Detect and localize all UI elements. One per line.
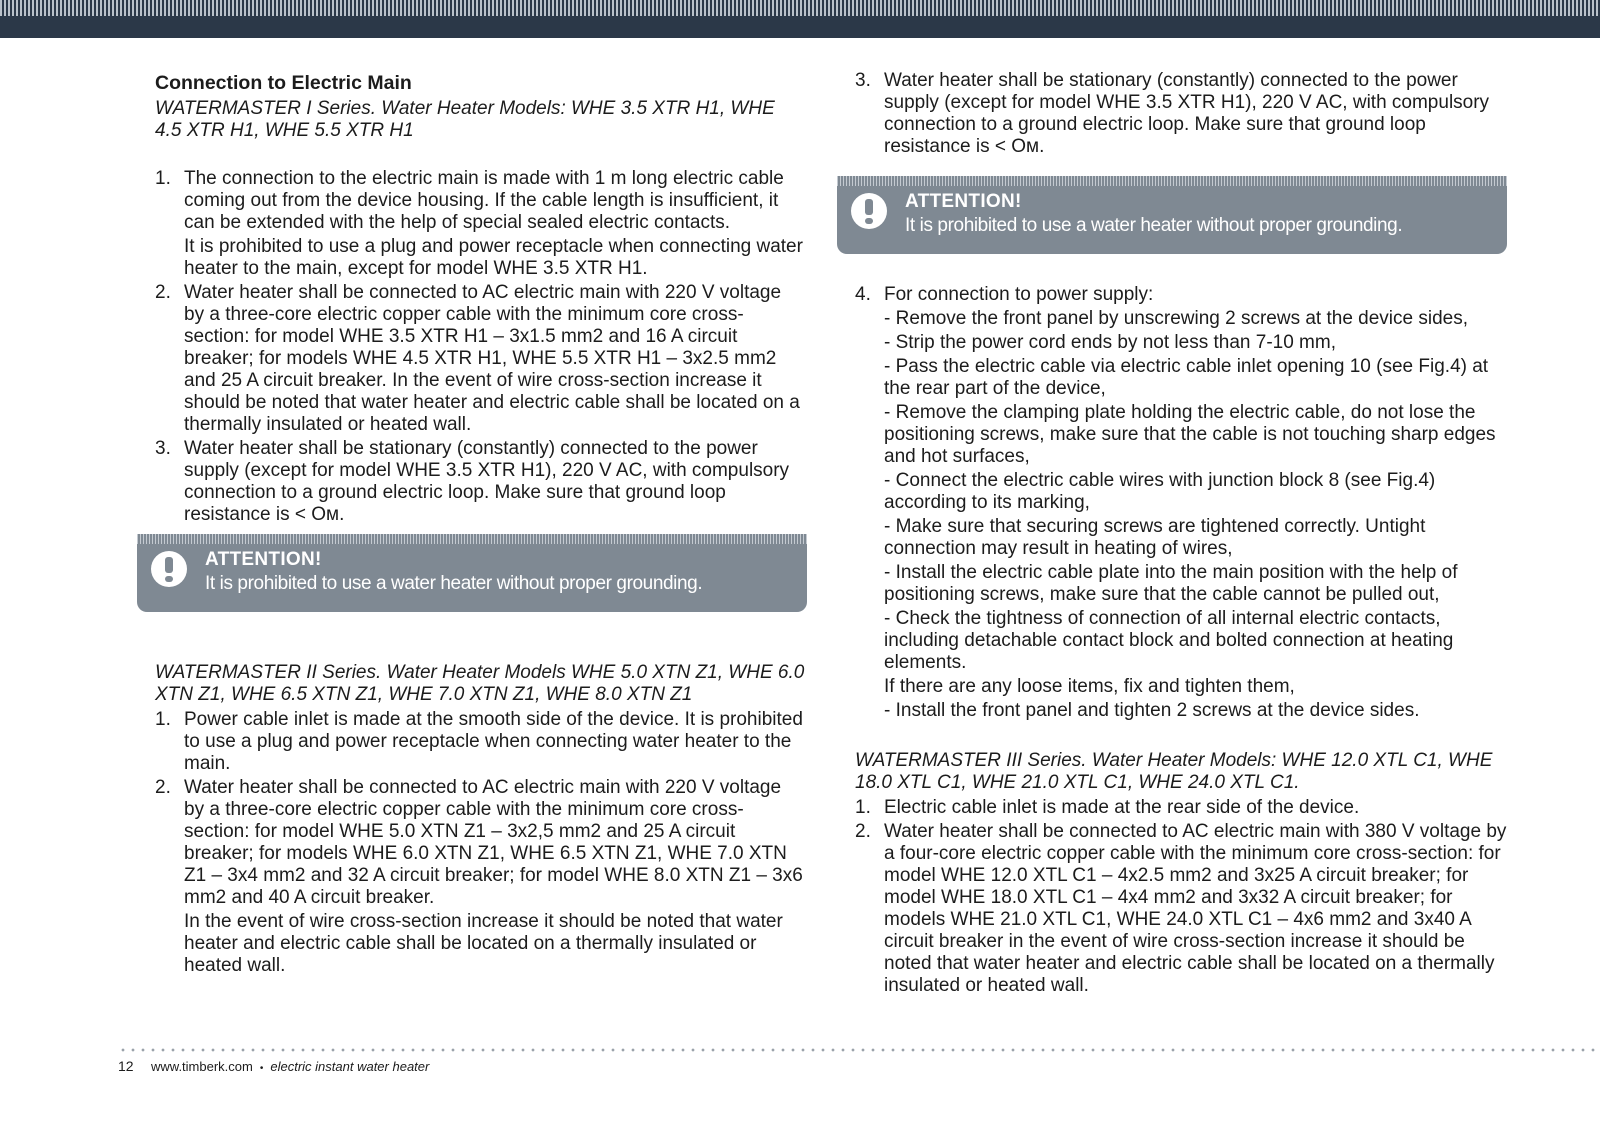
left-column bbox=[155, 70, 805, 979]
step-item: - Remove the front panel by unscrewing 2 screws at the device sides, bbox=[884, 308, 1469, 329]
list-item: 3. Water heater shall be stationary (constantly) connected to the power supply (except for model WHE 3.5 XTR H1), 220 V AC, with compulsory connection to a ground electric loop. Make sure that ground loop resistance is < Ом. bbox=[855, 70, 1490, 157]
footer-description: electric instant water heater bbox=[270, 1059, 430, 1074]
connection-steps-list bbox=[855, 308, 1515, 722]
step-item: - Remove the clamping plate holding the electric cable, do not lose the positioning screws, make sure that the cable is not touching sharp edges and hot surfaces, bbox=[884, 402, 1496, 467]
footer-divider bbox=[118, 1048, 1600, 1052]
list-item-continuation: It is prohibited to use a plug and power receptacle when connecting water heater to the main, except for model WHE 3.5 XTR H1. bbox=[184, 236, 803, 279]
footer-url[interactable]: www.timberk.com bbox=[151, 1059, 253, 1074]
step-item: - Install the front panel and tighten 2 screws at the device sides. bbox=[884, 700, 1420, 721]
list-item: 1. Electric cable inlet is made at the rear side of the device. bbox=[855, 797, 1360, 818]
list-item: 1. Power cable inlet is made at the smooth side of the device. It is prohibited to use a plug and power receptacle when connecting water heater to the main. bbox=[155, 709, 803, 774]
step-item: - Check the tightness of connection of all internal electric contacts, including detachable contact block and bolted connection at heating elements. bbox=[884, 608, 1454, 673]
section-heading: Connection to Electric Main bbox=[155, 72, 412, 94]
attention-text: It is prohibited to use a water heater without proper grounding. bbox=[905, 215, 1403, 236]
series-1-list bbox=[155, 168, 805, 526]
step-item: - Install the electric cable plate into the main position with the help of positioning screws, make sure that the cable cannot be pulled out, bbox=[884, 562, 1458, 605]
exclamation-icon bbox=[151, 551, 187, 587]
attention-callout bbox=[137, 534, 807, 612]
attention-title: ATTENTION! bbox=[905, 191, 1022, 212]
series-1-title: WATERMASTER I Series. Water Heater Models: WHE 3.5 XTR H1, WHE 4.5 XTR H1, WHE 5.5 XTR H1 bbox=[155, 98, 775, 141]
right-column bbox=[855, 70, 1515, 999]
attention-callout bbox=[837, 176, 1507, 254]
step-item: - Pass the electric cable via electric cable inlet opening 10 (see Fig.4) at the rear part of the device, bbox=[884, 356, 1489, 399]
list-item: 1. The connection to the electric main is made with 1 m long electric cable coming out from the device housing. If the cable length is insufficient, it can be extended with the help of special sealed electric contacts. It is prohibited to use a plug and power receptacle when connecting water heater to the main, except for model WHE 3.5 XTR H1. bbox=[155, 168, 805, 280]
list-item-continuation: In the event of wire cross-section increase it should be noted that water heater and electric cable shall be located on a thermally insulated or heated wall. bbox=[184, 911, 783, 976]
series-3-list bbox=[855, 797, 1515, 997]
series-2-title: WATERMASTER II Series. Water Heater Models WHE 5.0 XTN Z1, WHE 6.0 XTN Z1, WHE 6.5 XTN Z1, WHE 7.0 XTN Z1, WHE 8.0 XTN Z1 bbox=[155, 662, 805, 705]
exclamation-icon bbox=[851, 193, 887, 229]
series-2-list bbox=[155, 709, 805, 977]
series-3-title: WATERMASTER III Series. Water Heater Models: WHE 12.0 XTL C1, WHE 18.0 XTL C1, WHE 21.0 XTL C1, WHE 24.0 XTL C1. bbox=[855, 750, 1493, 793]
list-item: 2. Water heater shall be connected to AC electric main with 380 V voltage by a four-core electric copper cable with the minimum core cross-section: for model WHE 12.0 XTL C1 – 4x2.5 mm2 and 3x25 A circuit breaker; for model WHE 18.0 XTL C1 – 4x4 mm2 and 3x32 A circuit breaker; for models WHE 21.0 XTL C1, WHE 24.0 XTL C1 – 4x6 mm2 and 3x40 A circuit breaker in the event of wire cross-section increase it should be noted that water heater and electric cable shall be located on a thermally insulated or heated wall. bbox=[855, 821, 1507, 996]
step-item: - Connect the electric cable wires with junction block 8 (see Fig.4) according to its marking, bbox=[884, 470, 1436, 513]
attention-text: It is prohibited to use a water heater without proper grounding. bbox=[205, 573, 703, 594]
attention-title: ATTENTION! bbox=[205, 549, 322, 570]
list-item: 3. Water heater shall be stationary (constantly) connected to the power supply (except for model WHE 3.5 XTR H1), 220 V AC, with compulsory connection to a ground electric loop. Make sure that ground loop resistance is < Ом. bbox=[155, 438, 790, 525]
page-footer bbox=[118, 1058, 429, 1074]
header-stripe-pattern bbox=[0, 0, 1600, 16]
step-item: - Strip the power cord ends by not less than 7-10 mm, bbox=[884, 332, 1336, 353]
footer-separator: • bbox=[259, 1063, 264, 1074]
step-item: - Make sure that securing screws are tightened correctly. Untight connection may result in heating of wires, bbox=[884, 516, 1426, 559]
step-item-continuation: If there are any loose items, fix and tighten them, bbox=[884, 676, 1295, 697]
header-bar bbox=[0, 0, 1600, 38]
list-item: 2. Water heater shall be connected to AC electric main with 220 V voltage by a three-core electric copper cable with the minimum core cross-section: for model WHE 5.0 XTN Z1 – 3x2,5 mm2 and 25 A circuit breaker; for models WHE 6.0 XTN Z1, WHE 6.5 XTN Z1, WHE 7.0 XTN Z1 – 3x4 mm2 and 32 A circuit breaker; for model WHE 8.0 XTN Z1 – 3x6 mm2 and 40 A circuit breaker. In the event of wire cross-section increase it should be noted that water heater and electric cable shall be located on a thermally insulated or heated wall. bbox=[155, 777, 805, 977]
list-item: 2. Water heater shall be connected to AC electric main with 220 V voltage by a three-core electric copper cable with the minimum core cross-section: for model WHE 3.5 XTR H1 – 3x1.5 mm2 and 16 A circuit breaker; for models WHE 4.5 XTR H1, WHE 5.5 XTR H1 – 3x2.5 mm2 and 25 A circuit breaker. In the event of wire cross-section increase it should be noted that water heater and electric cable shall be located on a thermally insulated or heated wall. bbox=[155, 282, 800, 435]
list-item: 4. For connection to power supply: bbox=[855, 284, 1154, 305]
page-number: 12 bbox=[118, 1058, 134, 1074]
